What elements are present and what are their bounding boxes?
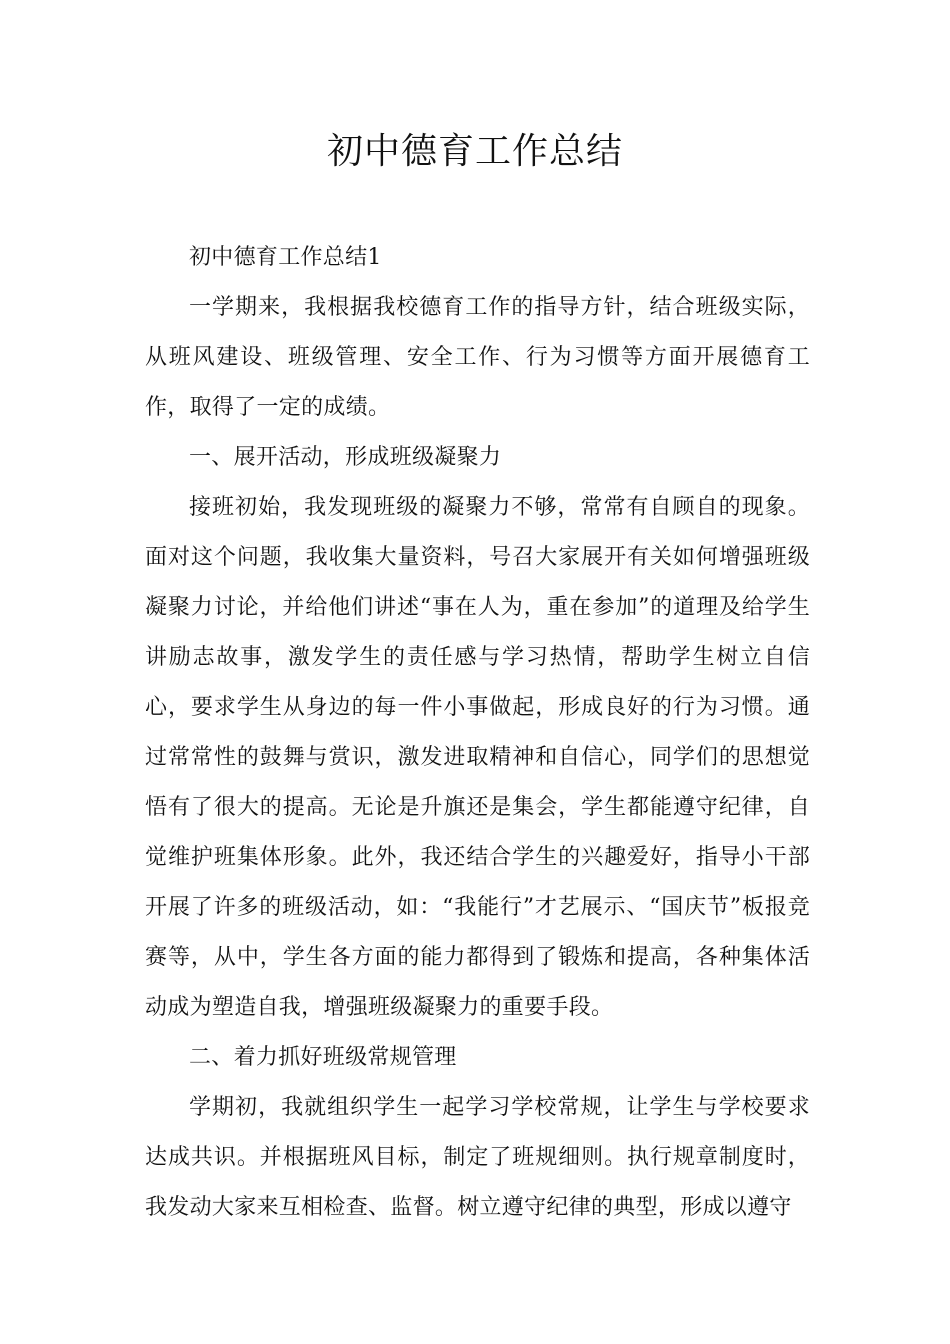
intro-paragraph: 一学期来，我根据我校德育工作的指导方针，结合班级实际，从班风建设、班级管理、安全工作、行为习惯等方面开展德育工作，取得了一定的成绩。 bbox=[145, 295, 810, 420]
management-paragraph: 学期初，我就组织学生一起学习学校常规，让学生与学校要求达成共识。并根据班风目标，制定了班规细则。执行规章制度时，我发动大家来互相检查、监督。树立遵守纪律的典型，形成以遵守 bbox=[145, 1095, 810, 1220]
document-title: 初中德育工作总结 bbox=[326, 131, 623, 172]
subheading-management: 二、着力抓好班级常规管理 bbox=[189, 1045, 457, 1070]
document-body bbox=[145, 233, 810, 1233]
activities-paragraph: 接班初始，我发现班级的凝聚力不够，常常有自顾自的现象。面对这个问题，我收集大量资料，号召大家展开有关如何增强班级凝聚力讨论，并给他们讲述“事在人为，重在参加”的道理及给学生讲励志故事，激发学生的责任感与学习热情，帮助学生树立自信心，要求学生从身边的每一件小事做起，形成良好的行为习惯。通过常常性的鼓舞与赏识，激发进取精神和自信心，同学们的思想觉悟有了很大的提高。无论是升旗还是集会，学生都能遵守纪律，自觉维护班集体形象。此外，我还结合学生的兴趣爱好，指导小干部开展了许多的班级活动，如：“我能行”才艺展示、“国庆节”板报竞赛等，从中，学生各方面的能力都得到了锻炼和提高，各种集体活动成为塑造自我，增强班级凝聚力的重要手段。 bbox=[145, 495, 810, 1020]
subheading-activities: 一、展开活动，形成班级凝聚力 bbox=[189, 445, 502, 470]
section-heading-1: 初中德育工作总结1 bbox=[189, 245, 382, 270]
